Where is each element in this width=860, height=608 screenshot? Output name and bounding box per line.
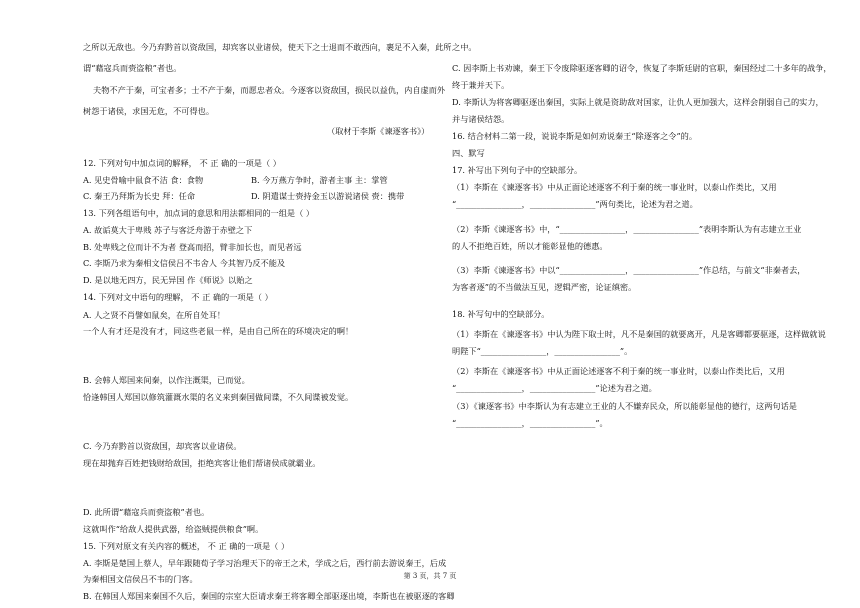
question-18-3: （3）《谏逐客书》中李斯认为有志建立王业的人不嫌弃民众，所以能彰显他的德行，这两句话是	[452, 401, 797, 411]
question-18-stem: 18. 补写句中的空缺部分。	[452, 309, 550, 319]
question-17-2: （2）李斯《谏逐客书》中，“________________，________________”表明李斯认为有志建立王业	[452, 224, 802, 234]
question-14-option-b-translation: 恰逢韩国人郑国以修筑灌溉水渠的名义来到秦国做间谍，不久间谍被发觉。	[83, 392, 354, 402]
text-line: 之中。	[452, 42, 477, 52]
page-number: 第 3 页，共 7 页	[403, 572, 457, 580]
text-line: 并与诸侯结怨。	[452, 114, 510, 124]
question-14-option-c-translation: 现在却抛弃百姓把钱财给敌国，拒绝宾客让他们帮诸侯成就霸业。	[83, 458, 321, 468]
question-14-option-b: B. 会韩人郑国来间秦，以作注溉渠，已而觉。	[83, 375, 250, 385]
question-15-stem: 15. 下列对原文有关内容的概述， 不 正 确的一项是（ ）	[83, 541, 290, 551]
passage-line: 树怨于诸侯，求国无危，不可得也。	[83, 106, 215, 116]
question-14-option-d: D. 此所谓“藉寇兵而赍盗粮”者也。	[83, 507, 210, 517]
question-17-1-blanks: “________________，________________”两句类比，论述为君之道。	[452, 199, 698, 209]
question-18-1-blanks: 明陛下“________________，________________”。	[452, 346, 633, 356]
question-15-option-b: B. 在韩国人郑国来秦国不久后，秦国的宗室大臣请求秦王将客卿全部驱逐出境，李斯也在被驱逐的客卿	[83, 591, 455, 601]
section-heading: 四、默写	[452, 148, 485, 158]
question-13-option-d: D. 是以地无四方，民无异国 作《师说》以贻之	[83, 275, 253, 285]
question-18-3-blanks: “________________，________________”。	[452, 418, 608, 428]
question-15-option-a: A. 李斯是楚国上蔡人，早年跟随荀子学习治理天下的帝王之术，学成之后，西行前去游说秦王，后成	[83, 558, 447, 568]
question-14-option-a-translation: 一个人有才还是没有才，同这些老鼠一样，是由自己所在的环境决定的啊！	[83, 326, 354, 336]
text-line: 的人不拒绝百姓，所以才能彰显他的德惠。	[452, 241, 608, 251]
question-12-option-a: A. 见史骨喻中鼠食不洁 食：食物	[83, 175, 204, 185]
passage-source: （取材于李斯《谏逐客书》）	[327, 126, 430, 136]
question-15-option-d: D. 李斯认为将客卿驱逐出秦国，实际上就是资助敌对国家，让仇人更加强大，这样会削弱自己的实力，	[452, 97, 824, 107]
passage-line: 夫物不产于秦，可宝者多；士不产于秦，而愿忠者众。今逐客以资敌国，损民以益仇，内自虚而外	[93, 85, 446, 95]
question-16-stem: 16. 结合材料二第一段，说说李斯是如何劝说秦王“除逐客之令”的。	[452, 131, 698, 141]
question-17-3: （3）李斯《谏逐客书》中以“________________，________________”作总结，与前文“非秦者去，	[452, 265, 806, 275]
question-18-1: （1）李斯在《谏逐客书》中认为陛下取士时，凡不是秦国的就要离开，凡是客卿都要驱逐，这样做就说	[452, 329, 826, 339]
question-13-option-b: B. 处卑贱之位而计不为者 登高而招，臂非加长也，而见者远	[83, 242, 302, 252]
question-14-option-d-translation: 这就叫作“给敌人提供武器，给盗贼提供粮食”啊。	[83, 524, 264, 534]
passage-line: 谓“藉寇兵而赍盗粮”者也。	[83, 63, 182, 73]
question-18-2-blanks: “________________，________________”论述为君之道。	[452, 383, 657, 393]
question-17-1: （1）李斯在《谏逐客书》中从正面论述逐客不利于秦的统一事业时，以泰山作类比，又用	[452, 182, 777, 192]
question-14-option-a: A. 人之贤不肖譬如鼠矣，在所自处耳！	[83, 310, 226, 320]
question-13-option-a: A. 故诟莫大于卑贱 苏子与客泛舟游于赤壁之下	[83, 225, 253, 235]
passage-line: 之所以无敌也。今乃弃黔首以资敌国，却宾客以业诸侯，使天下之士退而不敢西向，裹足不入秦，此所	[83, 42, 452, 52]
text-line: 终于兼并天下。	[452, 80, 510, 90]
question-17-stem: 17. 补写出下列句子中的空缺部分。	[452, 165, 583, 175]
question-13-stem: 13. 下列各组语句中，加点词的意思和用法都相同的一组是（ ）	[83, 208, 315, 218]
question-12-option-c: C. 秦王乃拜斯为长史 拜：任命	[83, 191, 196, 201]
question-13-option-c: C. 李斯乃求为秦相文信侯吕不韦舍人 今其智乃反不能及	[83, 258, 286, 268]
question-15-option-c: C. 因李斯上书劝谏，秦王下令废除驱逐客卿的诏令，恢复了李斯廷尉的官职，秦国经过二十多年的战争，	[452, 63, 832, 73]
question-12-option-d: D. 阴遣谋士赍持金玉以游说诸侯 赍：携带	[251, 191, 405, 201]
question-14-stem: 14. 下列对文中语句的理解， 不 正 确的一项是（ ）	[83, 292, 273, 302]
question-12-option-b: B. 今万燕方争时，游者主事 主：掌管	[251, 175, 388, 185]
text-line: 为客者逐”的不当做法互见，逻辑严密，论证缜密。	[452, 282, 637, 292]
question-18-2: （2）李斯在《谏逐客书》中从正面论述逐客不利于秦的统一事业时，以泰山作类比后，又用	[452, 366, 785, 376]
question-14-option-c: C. 今乃弃黔首以资敌国，却宾客以业诸侯。	[83, 441, 242, 451]
question-12-stem: 12. 下列对句中加点词的解释， 不 正 确的一项是（ ）	[83, 158, 281, 168]
question-15-option-a-cont: 为秦相国文信侯吕不韦的门客。	[83, 574, 198, 584]
